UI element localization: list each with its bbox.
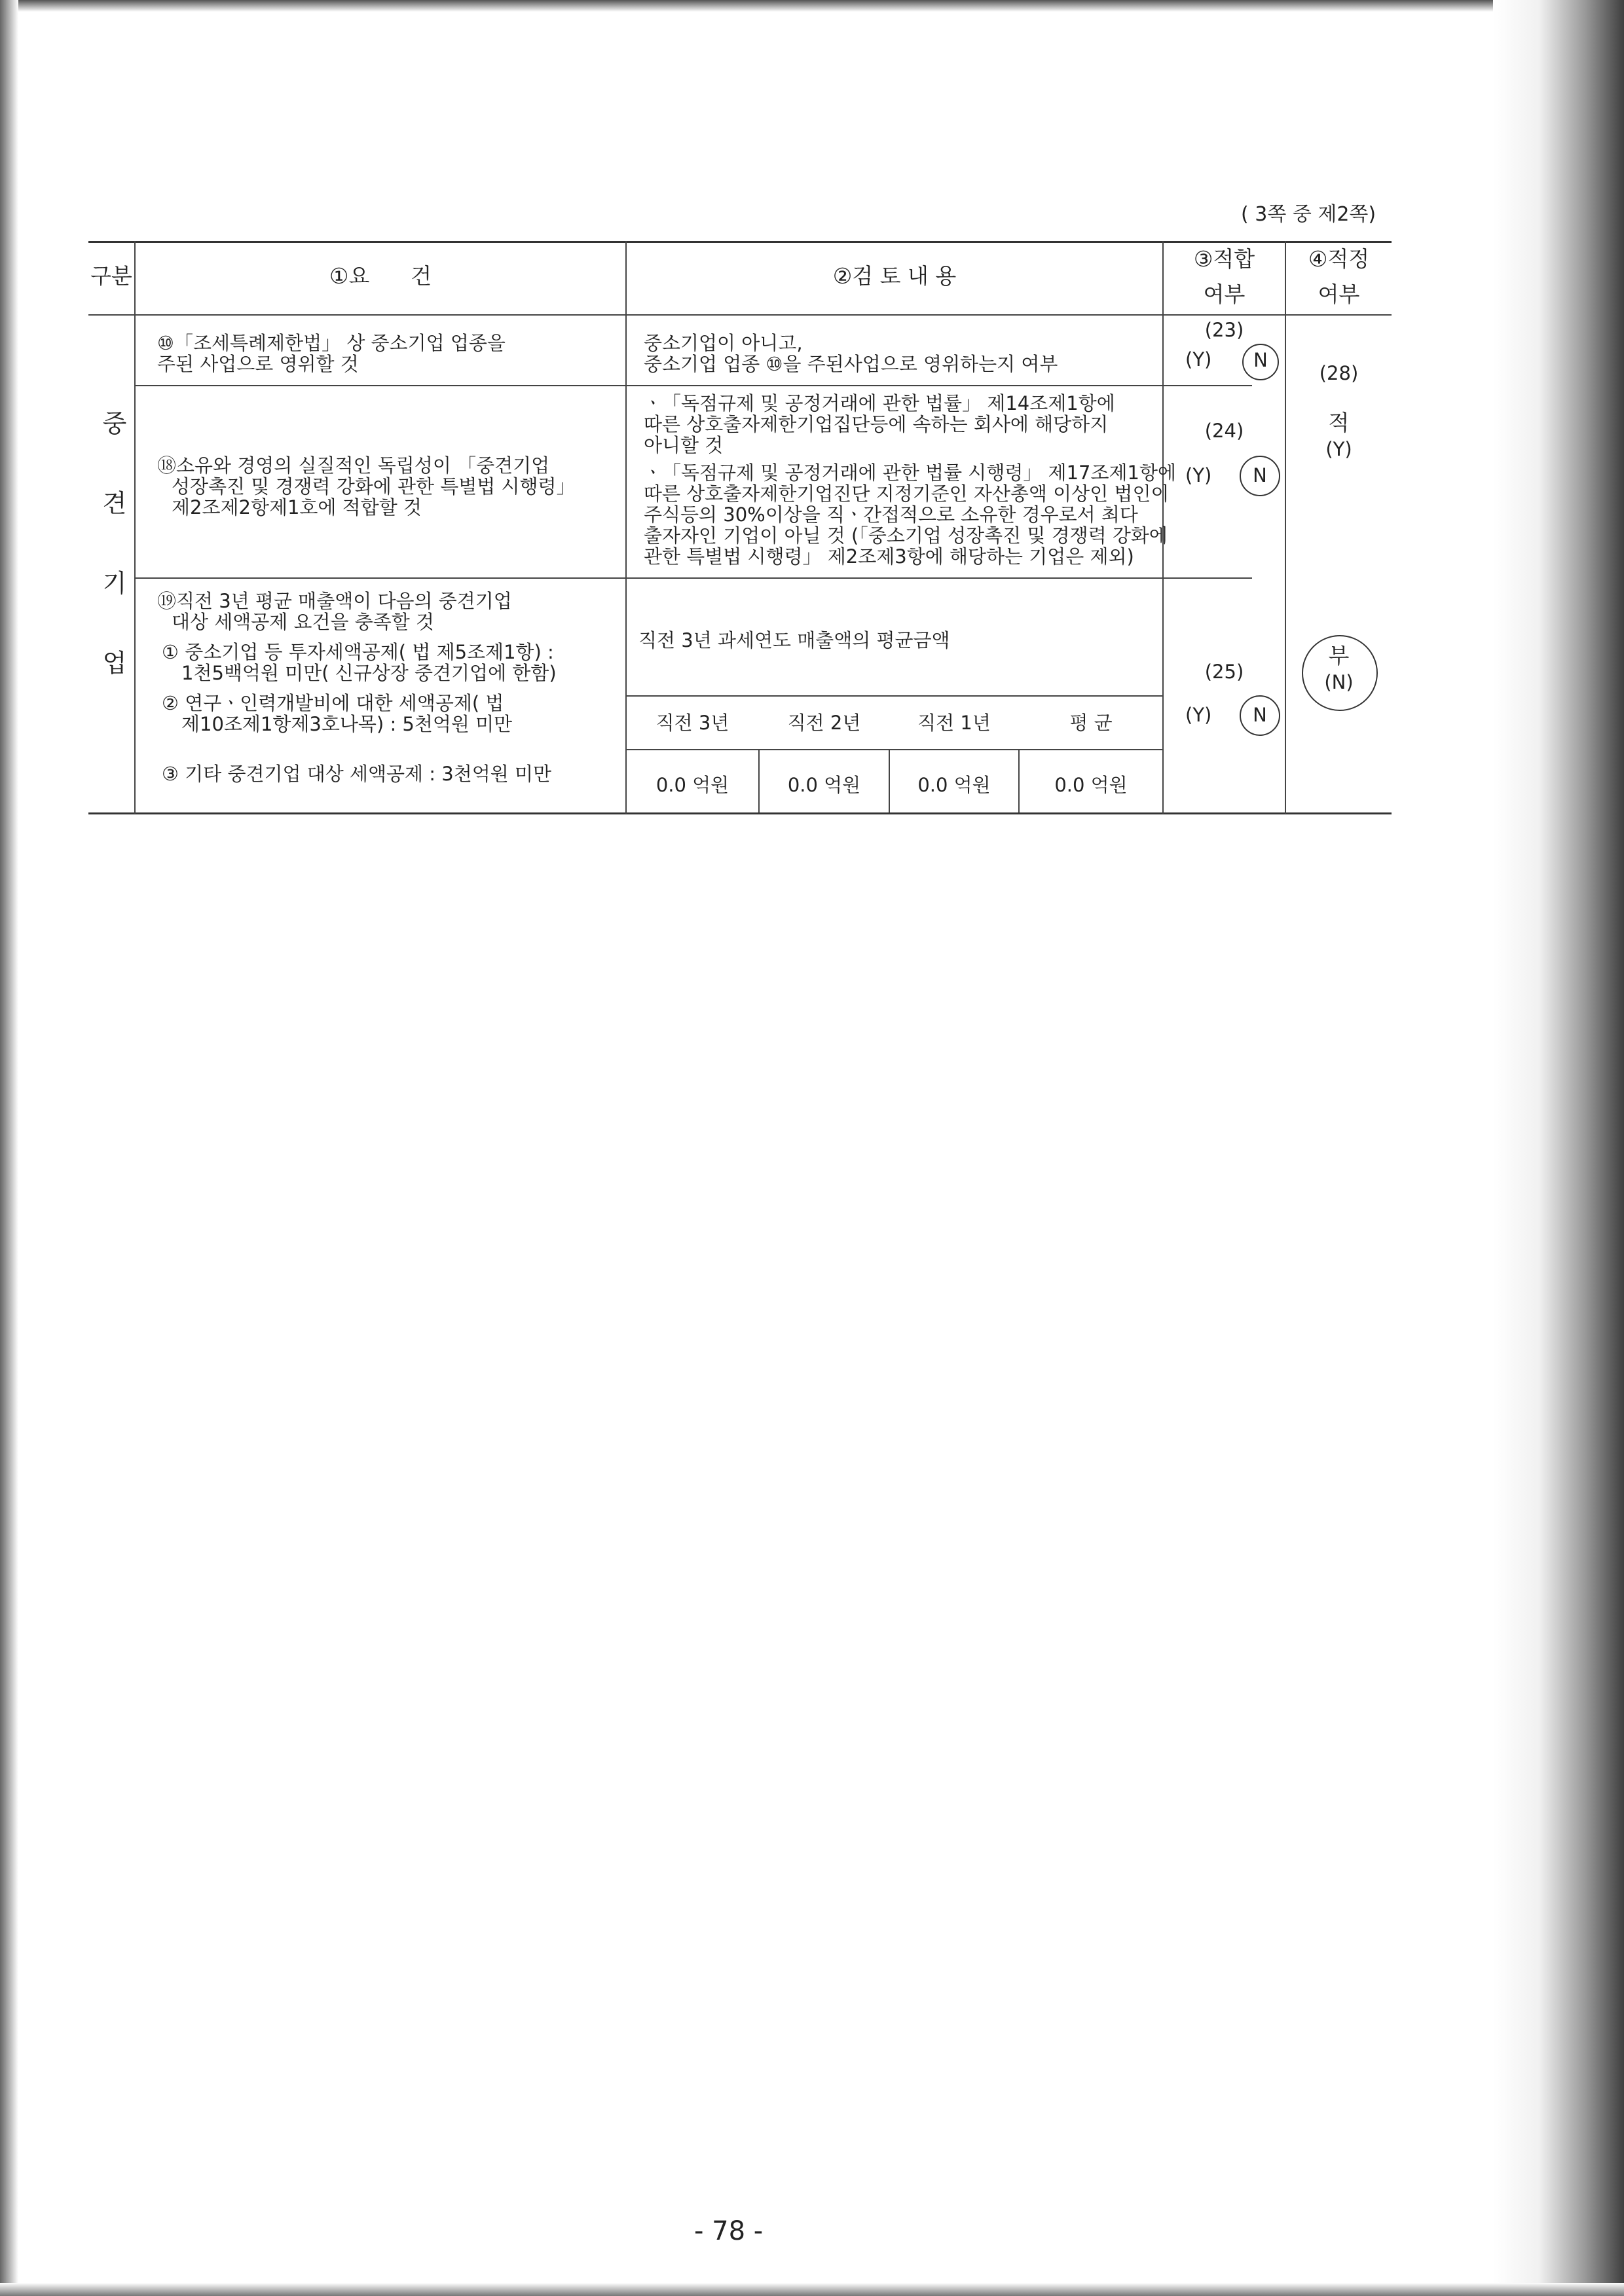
sales-header-top-rule bbox=[625, 695, 1162, 697]
table-bottom-rule bbox=[88, 812, 1392, 814]
proper-top-number: (28) bbox=[1319, 362, 1359, 384]
row3-req-line1: ⑲직전 3년 평균 매출액이 다음의 중견기업 bbox=[157, 590, 512, 612]
row3-review-title: 직전 3년 과세연도 매출액의 평균금액 bbox=[638, 629, 950, 651]
row1-yes-option: (Y) bbox=[1185, 348, 1212, 371]
row2-review-line6: 주식등의 30%이상을 직ㆍ간접적으로 소유한 경우로서 최다 bbox=[644, 503, 1138, 526]
row3-item3-line1: ③ 기타 중견기업 대상 세액공제 : 3천억원 미만 bbox=[162, 763, 551, 785]
page-indicator: ( 3쪽 중 제2쪽) bbox=[1241, 203, 1376, 226]
row2-req-line2: 성장촉진 및 경쟁력 강화에 관한 특별법 시행령」 bbox=[172, 475, 576, 498]
row1-review-line2: 중소기업 업종 ⑩을 주된사업으로 영위하는지 여부 bbox=[644, 353, 1058, 375]
row1-req-line2: 주된 사업으로 영위할 것 bbox=[157, 353, 359, 375]
row1-req-line1: ⑩「조세특례제한법」 상 중소기업 업종을 bbox=[157, 332, 506, 354]
row3-item2-line2: 제10조제1항제3호나목) : 5천억원 미만 bbox=[181, 713, 513, 735]
category-char-2: 견 bbox=[102, 489, 127, 518]
row3-check-number: (25) bbox=[1204, 661, 1244, 683]
row1-no-option: N bbox=[1253, 349, 1268, 371]
row2-review-line5: 따른 상호출자제한기업진단 지정기준인 자산총액 이상인 법인이 bbox=[644, 483, 1170, 505]
review-table bbox=[88, 241, 1392, 814]
row1-check-number: (23) bbox=[1204, 319, 1244, 341]
row3-no-option: N bbox=[1253, 704, 1267, 726]
category-col-rule bbox=[134, 241, 136, 814]
scan-edge-right bbox=[1493, 0, 1624, 2296]
row3-yes-option: (Y) bbox=[1185, 704, 1212, 726]
header-proper-line2: 여부 bbox=[1318, 282, 1360, 307]
row1-bottom-rule bbox=[136, 385, 1252, 386]
row1-review-line1: 중소기업이 아니고, bbox=[644, 332, 803, 354]
row2-no-option: N bbox=[1253, 464, 1267, 486]
sales-value-2y: 0.0 억원 bbox=[787, 774, 861, 796]
proper-bottom-mark: 부 bbox=[1328, 643, 1350, 668]
row2-review-line4: ㆍ「독점규제 및 공정거래에 관한 법률 시행령」 제17조제1항에 bbox=[644, 462, 1176, 484]
header-bottom-rule bbox=[88, 314, 1392, 316]
row2-req-line1: ⑱소유와 경영의 실질적인 독립성이 「중견기업 bbox=[157, 454, 550, 477]
header-requirement: ①요 건 bbox=[329, 263, 432, 289]
header-review: ②검 토 내 용 bbox=[832, 263, 957, 289]
category-char-3: 기 bbox=[102, 569, 127, 598]
header-proper-line1: ④적정 bbox=[1308, 246, 1370, 272]
row2-req-line3: 제2조제2항제1호에 적합할 것 bbox=[172, 496, 422, 519]
row3-item2-line1: ② 연구ㆍ인력개발비에 대한 세액공제( 법 bbox=[162, 692, 504, 714]
sales-value-1y: 0.0 억원 bbox=[917, 774, 991, 796]
sales-header-1y: 직전 1년 bbox=[917, 712, 991, 734]
row2-yes-option: (Y) bbox=[1185, 464, 1212, 486]
proper-top-mark: 적 bbox=[1328, 410, 1350, 435]
sales-header-avg: 평 균 bbox=[1069, 712, 1113, 734]
header-fit-line2: 여부 bbox=[1203, 282, 1246, 307]
sales-value-3y: 0.0 억원 bbox=[655, 774, 729, 796]
page-number: - 78 - bbox=[694, 2216, 764, 2246]
row2-review-line2: 따른 상호출자제한기업집단등에 속하는 회사에 해당하지 bbox=[644, 413, 1109, 435]
proper-bottom-no: (N) bbox=[1324, 671, 1354, 693]
sales-header-3y: 직전 3년 bbox=[655, 712, 729, 734]
table-top-rule bbox=[88, 241, 1392, 243]
scan-edge-left bbox=[0, 0, 18, 2296]
sales-header-2y: 직전 2년 bbox=[787, 712, 861, 734]
row2-review-line1: ㆍ「독점규제 및 공정거래에 관한 법률」 제14조제1항에 bbox=[644, 392, 1115, 414]
row2-check-number: (24) bbox=[1204, 420, 1244, 442]
row2-bottom-rule bbox=[136, 577, 1252, 579]
row3-item1-line1: ① 중소기업 등 투자세액공제( 법 제5조제1항) : bbox=[162, 641, 554, 663]
row2-review-line8: 관한 특별법 시행령」 제2조제3항에 해당하는 기업은 제외) bbox=[644, 545, 1134, 568]
scan-edge-bottom bbox=[0, 2283, 1624, 2296]
category-char-1: 중 bbox=[102, 409, 127, 438]
proper-top-yes: (Y) bbox=[1325, 438, 1352, 460]
fit-col-rule bbox=[1285, 241, 1286, 814]
sales-value-avg: 0.0 억원 bbox=[1054, 774, 1128, 796]
row2-review-line3: 아니할 것 bbox=[644, 434, 724, 456]
row3-item1-line2: 1천5백억원 미만( 신규상장 중견기업에 한함) bbox=[181, 662, 557, 684]
row2-review-line7: 출자자인 기업이 아닐 것 (「중소기업 성장촉진 및 경쟁력 강화에 bbox=[644, 524, 1168, 547]
row3-req-line2: 대상 세액공제 요건을 충족할 것 bbox=[172, 611, 435, 633]
scan-edge-top bbox=[0, 0, 1624, 12]
sales-header-bottom-rule bbox=[625, 749, 1162, 750]
category-char-4: 업 bbox=[102, 649, 127, 678]
header-fit-line1: ③적합 bbox=[1193, 246, 1255, 272]
header-category: 구분 bbox=[90, 263, 132, 289]
